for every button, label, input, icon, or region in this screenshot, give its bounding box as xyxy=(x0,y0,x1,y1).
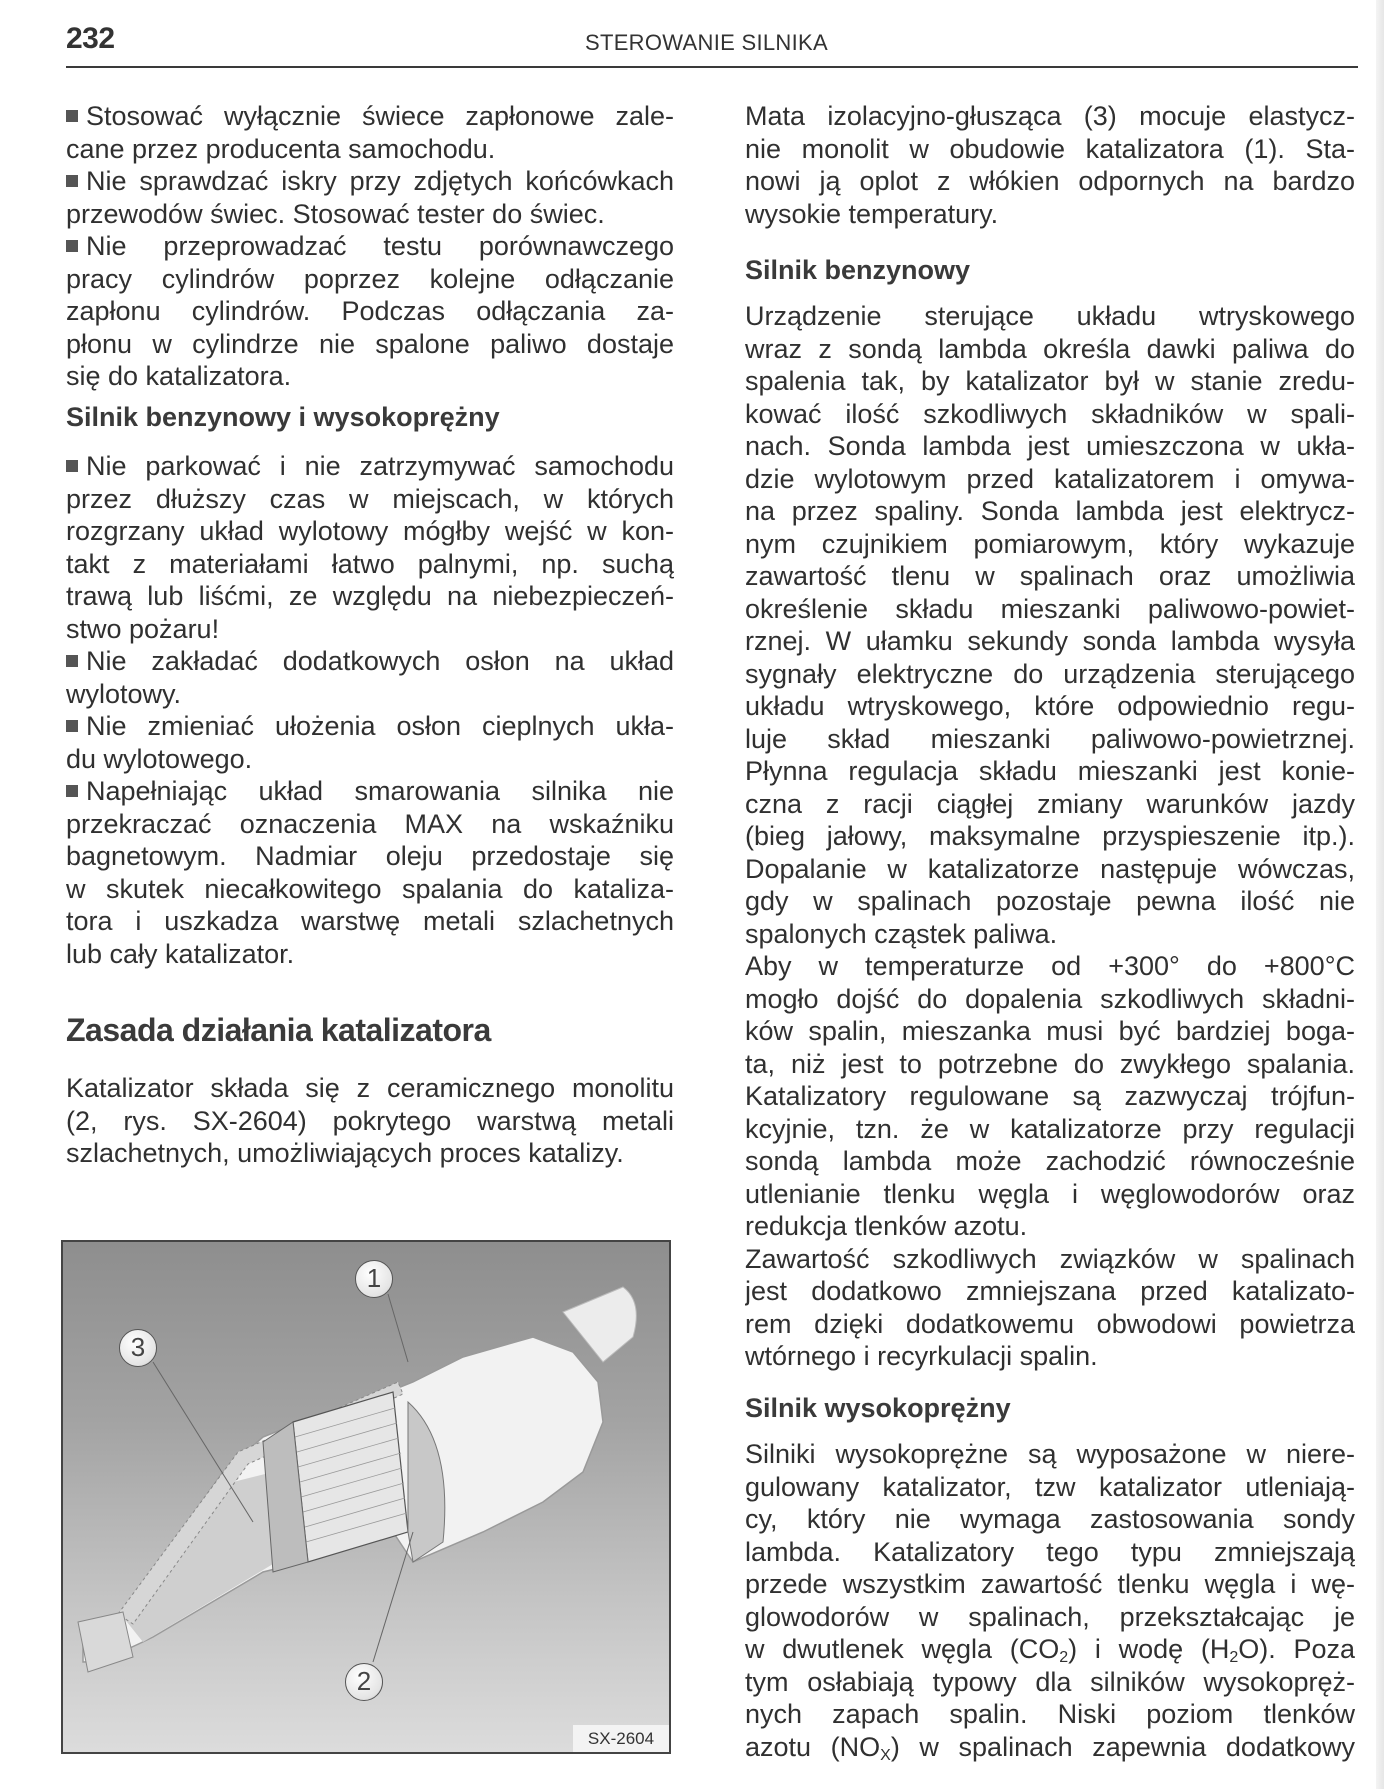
text-line: jest dodatkowo zmniejszana przed katalizato- xyxy=(745,1276,1355,1306)
text-line: glowodorów w spalinach, przekształcając je xyxy=(745,1601,1355,1632)
text-line: Katalizator składa się z ceramicznego monolitu xyxy=(66,1073,674,1103)
figure-label: SX-2604 xyxy=(573,1725,669,1752)
bullet-square-icon xyxy=(66,655,78,667)
text-line: wysokie temperatury. xyxy=(745,198,999,229)
text-line: przez dłuższy czas w miejscach, w których xyxy=(66,483,674,514)
text-line: przewodów świec. Stosować tester do świec. xyxy=(66,198,605,229)
bullet-item: Nie zmieniać ułożenia osłon cieplnych ukła- xyxy=(66,710,674,742)
text-line: azotu $(NO_X)$ w spalinach zapewnia dodatkowy xyxy=(745,1731,1355,1763)
header-rule xyxy=(66,66,1358,68)
text-line: cy, który nie wymaga zastosowania sondy xyxy=(745,1504,1355,1534)
text-line: dzie wylotowym przed katalizatorem i omywa- xyxy=(745,463,1355,494)
text-line: przekraczać oznaczenia MAX na wskaźniku xyxy=(66,808,674,839)
text-line: przede wszystkim zawartość tlenku węgla i wę- xyxy=(745,1569,1355,1599)
text-line: utlenianie tlenku węgla i węglowodorów oraz xyxy=(745,1178,1355,1209)
text-line: czna z racji ciągłej zmiany warunków jazdy xyxy=(745,788,1355,819)
text-line: rozgrzany układ wylotowy mógłby wejść w kon- xyxy=(66,516,674,546)
text-line: sondą lambda może zachodzić równocześnie xyxy=(745,1146,1355,1176)
text-line: gulowany katalizator, tzw katalizator utleniają- xyxy=(745,1471,1355,1502)
text-line: Zawartość szkodliwych związków w spalinach xyxy=(745,1243,1355,1274)
text-line: Płynna regulacja składu mieszanki jest konie- xyxy=(745,756,1355,786)
running-title: STEROWANIE SILNIKA xyxy=(585,30,828,55)
text-line: nych zapach spalin. Niski poziom tlenków xyxy=(745,1699,1355,1729)
text-line: wtórnego i recyrkulacji spalin. xyxy=(745,1341,1098,1371)
bullet-item: Nie przeprowadzać testu porównawczego xyxy=(66,230,674,262)
figure-catalytic-converter xyxy=(61,1240,671,1754)
bullet-item: Nie zakładać dodatkowych osłon na układ xyxy=(66,645,674,677)
bullet-item: Nie sprawdzać iskry przy zdjętych końcówkach xyxy=(66,165,674,197)
text-line: Silniki wysokoprężne są wyposażone w niere- xyxy=(745,1439,1355,1469)
text-line: nowi ją oplot z włókien odpornych na bardzo xyxy=(745,166,1355,196)
callout-1: 1 xyxy=(355,1260,393,1298)
section-heading-catalyst-principle: Zasada działania katalizatora xyxy=(66,1012,491,1048)
text-line: sygnały elektryczne do urządzenia sterującego xyxy=(745,658,1355,689)
text-line: określenie składu mieszanki paliwowo-powiet- xyxy=(745,593,1355,624)
text-line: du wylotowego. xyxy=(66,743,253,774)
text-line: szlachetnych, umożliwiających proces katalizy. xyxy=(66,1138,624,1168)
scan-page-edge xyxy=(1376,0,1384,1789)
text-line: lambda. Katalizatory tego typu zmniejszają xyxy=(745,1536,1355,1567)
callout-3: 3 xyxy=(119,1329,157,1367)
bullet-square-icon xyxy=(66,460,78,472)
text-line: trawą lub liśćmi, ze względu na niebezpieczeń- xyxy=(66,581,674,611)
bullet-item: Nie parkować i nie zatrzymywać samochodu xyxy=(66,450,674,482)
section-heading-petrol: Silnik benzynowy xyxy=(745,255,971,285)
text-line: w skutek niecałkowitego spalania do kataliza- xyxy=(66,873,674,904)
text-line: cane przez producenta samochodu. xyxy=(66,133,496,164)
text-line: takt z materiałami łatwo palnymi, np. suchą xyxy=(66,548,674,579)
text-line: nie monolit w obudowie katalizatora (1). Sta- xyxy=(745,133,1355,164)
text-line: w dwutlenek węgla $(CO_2)$ i wodę $(H_2O)$. Poza xyxy=(745,1634,1355,1665)
callout-2: 2 xyxy=(345,1663,383,1701)
bullet-item: Stosować wyłącznie świece zapłonowe zale- xyxy=(66,100,674,132)
text-line: Urządzenie sterujące układu wtryskowego xyxy=(745,301,1355,331)
text-line: na przez spaliny. Sonda lambda jest elektrycz- xyxy=(745,496,1355,526)
section-heading-petrol-diesel: Silnik benzynowy i wysokoprężny xyxy=(66,402,500,432)
text-line: nym czujnikiem pomiarowym, który wykazuje xyxy=(745,528,1355,559)
bullet-item: Napełniając układ smarowania silnika nie xyxy=(66,775,674,807)
text-line: ków spalin, mieszanka musi być bardziej boga- xyxy=(745,1016,1355,1046)
text-line: płonu w cylindrze nie spalone paliwo dostaje xyxy=(66,328,674,359)
text-line: Mata izolacyjno-głusząca (3) mocuje elastycz- xyxy=(745,101,1355,131)
section-heading-diesel: Silnik wysokoprężny xyxy=(745,1393,1011,1423)
text-line: spalonych cząstek paliwa. xyxy=(745,918,1058,949)
text-line: nach. Sonda lambda jest umieszczona w ukła- xyxy=(745,431,1355,461)
bullet-square-icon xyxy=(66,720,78,732)
text-line: Katalizatory regulowane są zazwyczaj trójfun- xyxy=(745,1081,1355,1111)
text-line: bagnetowym. Nadmiar oleju przedostaje się xyxy=(66,841,674,871)
text-line: układu wtryskowego, które odpowiednio regu- xyxy=(745,691,1355,721)
text-line: ta, niż jest to potrzebne do zwykłego spalania. xyxy=(745,1048,1355,1079)
text-line: wylotowy. xyxy=(66,678,182,709)
bullet-square-icon xyxy=(66,175,78,187)
text-line: kcyjnie, tzn. że w katalizatorze przy regulacji xyxy=(745,1113,1355,1144)
bullet-square-icon xyxy=(66,110,78,122)
text-line: tym osłabiają typowy dla silników wysokopręż- xyxy=(745,1666,1355,1697)
text-line: stwo pożaru! xyxy=(66,613,220,644)
page-number: 232 xyxy=(66,22,115,55)
text-line: lub cały katalizator. xyxy=(66,938,295,969)
text-line: mogło dojść do dopalenia szkodliwych składni- xyxy=(745,983,1355,1014)
text-line: redukcja tlenków azotu. xyxy=(745,1211,1028,1241)
text-line: (2, rys. SX-2604) pokrytego warstwą metali xyxy=(66,1105,674,1136)
bullet-square-icon xyxy=(66,240,78,252)
text-line: luje skład mieszanki paliwowo-powietrznej. xyxy=(745,723,1355,754)
text-line: Dopalanie w katalizatorze następuje wówczas, xyxy=(745,853,1355,884)
text-line: się do katalizatora. xyxy=(66,361,292,391)
text-line: kować ilość szkodliwych składników w spali- xyxy=(745,398,1355,429)
text-line: gdy w spalinach pozostaje pewna ilość nie xyxy=(745,886,1355,916)
text-line: rem dzięki dodatkowemu obwodowi powietrza xyxy=(745,1308,1355,1339)
text-line: spalenia tak, by katalizator był w stanie zredu- xyxy=(745,366,1355,396)
bullet-square-icon xyxy=(66,785,78,797)
text-line: zawartość tlenu w spalinach oraz umożliwia xyxy=(745,561,1355,591)
text-line: zapłonu cylindrów. Podczas odłączania za- xyxy=(66,296,674,326)
text-line: tora i uszkadza warstwę metali szlachetnych xyxy=(66,906,674,936)
text-line: wraz z sondą lambda określa dawki paliwa do xyxy=(745,333,1355,364)
text-line: Aby w temperaturze od +300° do +800°C xyxy=(745,951,1355,981)
text-line: pracy cylindrów poprzez kolejne odłączanie xyxy=(66,263,674,294)
text-line: rznej. W ułamku sekundy sonda lambda wysyła xyxy=(745,626,1355,656)
text-line: (bieg jałowy, maksymalne przyspieszenie itp.). xyxy=(745,821,1355,851)
